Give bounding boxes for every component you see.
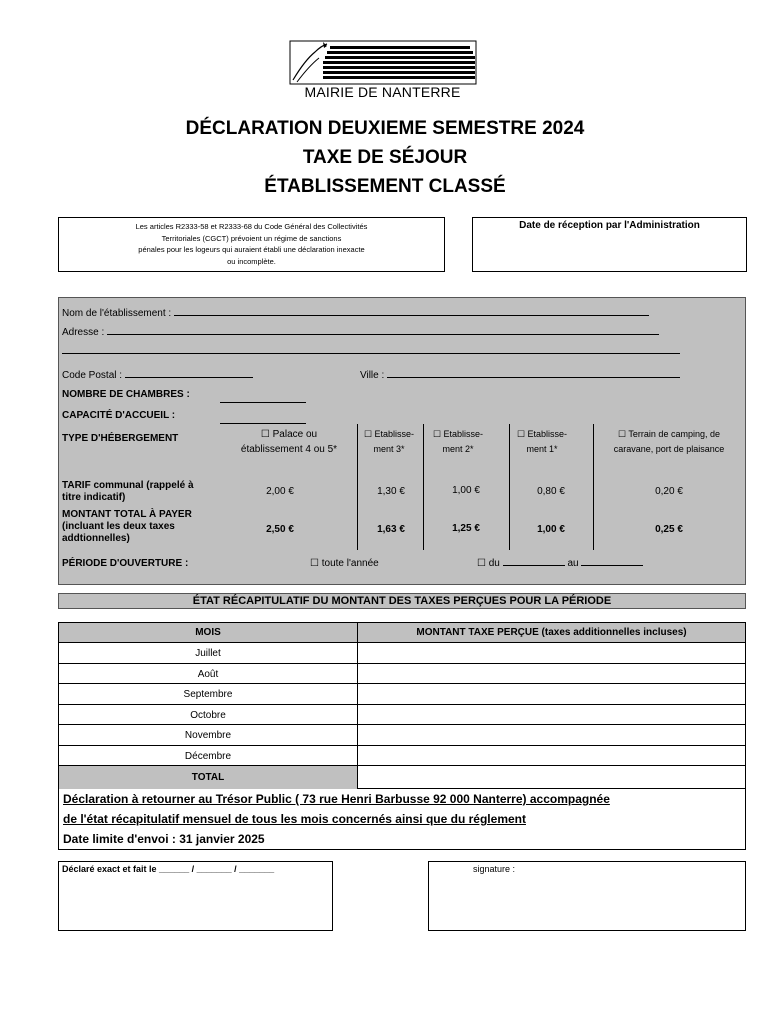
signature-box[interactable] <box>428 861 746 931</box>
address-label: Adresse : <box>62 327 105 338</box>
declaration-box[interactable] <box>58 861 333 931</box>
city-field[interactable] <box>360 370 680 381</box>
table-row[interactable] <box>59 684 745 705</box>
rooms-label: NOMBRE DE CHAMBRES : <box>62 389 190 400</box>
address-field[interactable] <box>62 327 659 338</box>
total-label-line: MONTANT TOTAL À PAYER <box>62 509 192 520</box>
period-all-year[interactable]: ☐ toute l'année <box>310 558 379 569</box>
type-option-2star[interactable] <box>426 427 490 457</box>
type-option-3star[interactable] <box>359 427 419 457</box>
recap-header: ÉTAT RÉCAPITULATIF DU MONTANT DES TAXES PERÇUES POUR LA PÉRIODE <box>58 593 746 609</box>
total-label-line: addtionnelles) <box>62 533 130 544</box>
type-label: TYPE D'HÉBERGEMENT <box>62 433 179 444</box>
city-line[interactable] <box>387 377 680 378</box>
name-field[interactable] <box>62 308 649 319</box>
return-line-2: de l'état récapitulatif mensuel de tous les mois concernés ainsi que du réglement <box>63 812 526 826</box>
name-label: Nom de l'établissement : <box>62 308 172 319</box>
total-label <box>62 509 192 545</box>
type-option-label: établissement 4 ou 5* <box>240 444 338 455</box>
tarif-label-line: titre indicatif) <box>62 492 126 503</box>
address-field-2[interactable] <box>62 346 680 357</box>
period-range[interactable] <box>477 558 643 569</box>
total-value: 1,25 € <box>452 523 480 534</box>
type-option-label: ment 2* <box>442 444 474 454</box>
period-to-line[interactable] <box>581 565 643 566</box>
tarif-value: 2,00 € <box>266 486 294 497</box>
tarif-label-line: TARIF communal (rappelé à <box>62 480 194 491</box>
signature-label: signature : <box>473 864 516 874</box>
table-row[interactable] <box>59 643 745 664</box>
month-cell: Septembre <box>183 689 233 700</box>
table-row[interactable] <box>59 725 745 746</box>
total-value: 1,63 € <box>377 524 405 535</box>
month-cell: Juillet <box>195 648 221 659</box>
tarif-value: 0,20 € <box>655 486 683 497</box>
address-line-2[interactable] <box>62 353 680 354</box>
table-column-divider <box>357 623 358 789</box>
total-cell: TOTAL <box>191 772 225 783</box>
deadline-line: Date limite d'envoi : 31 janvier 2025 <box>63 832 265 846</box>
tarif-label <box>62 480 194 504</box>
tarif-value: 1,00 € <box>452 485 480 496</box>
type-option-label: ☐ Palace ou <box>260 429 318 440</box>
type-option-label: ment 1* <box>526 444 558 454</box>
logo-text: MAIRIE DE NANTERRE <box>304 84 461 100</box>
capacity-line[interactable] <box>220 410 306 424</box>
type-option-palace[interactable] <box>225 427 353 457</box>
rooms-line[interactable] <box>220 389 306 403</box>
notice-line: Les articles R2333-58 et R2333-68 du Code Général des Collectivités <box>135 222 368 231</box>
period-label: PÉRIODE D'OUVERTURE : <box>62 558 189 569</box>
postal-label: Code Postal : <box>62 370 123 381</box>
column-divider <box>357 424 358 550</box>
type-option-label: caravane, port de plaisance <box>613 444 725 454</box>
period-from-label: ☐ du <box>477 558 500 569</box>
title-line-2: TAXE DE SÉJOUR <box>302 147 468 168</box>
type-option-label: ☐ Etablisse- <box>363 429 415 439</box>
col-amount-header: MONTANT TAXE PERÇUE (taxes additionnelles incluses) <box>358 623 745 643</box>
column-divider <box>423 424 424 550</box>
capacity-label: CAPACITÉ D'ACCUEIL : <box>62 410 176 421</box>
type-option-label: ☐ Terrain de camping, de <box>618 429 720 439</box>
reception-label: Date de réception par l'Administration <box>519 220 700 231</box>
month-cell: Août <box>197 668 219 680</box>
total-value: 1,00 € <box>537 524 565 535</box>
period-to-label: au <box>567 558 579 569</box>
month-cell: Octobre <box>190 709 226 721</box>
title-line-1: DÉCLARATION DEUXIEME SEMESTRE 2024 <box>185 118 585 139</box>
table-row[interactable] <box>59 746 745 767</box>
postal-line[interactable] <box>125 377 253 378</box>
tarif-value: 0,80 € <box>537 486 565 497</box>
name-line[interactable] <box>174 315 649 316</box>
notice-line: ou incomplète. <box>227 256 276 266</box>
total-label-line: (incluant les deux taxes <box>62 521 175 532</box>
type-option-label: ☐ Etablisse- <box>432 429 484 439</box>
column-divider <box>593 424 594 550</box>
month-cell: Novembre <box>184 730 232 741</box>
return-instructions-box <box>58 789 746 850</box>
total-row <box>59 766 357 789</box>
reception-date-box[interactable] <box>472 217 747 272</box>
notice-line: Territoriales (CGCT) prévoient un régime de sanctions <box>161 233 342 243</box>
total-value: 2,50 € <box>266 524 294 535</box>
monthly-table <box>58 622 746 789</box>
type-option-label: ☐ Etablisse- <box>516 429 568 439</box>
type-option-label: ment 3* <box>373 444 405 454</box>
city-label: Ville : <box>360 370 385 381</box>
legal-notice-box <box>58 217 445 272</box>
table-row[interactable] <box>59 664 745 685</box>
total-value: 0,25 € <box>655 524 683 535</box>
period-from-line[interactable] <box>503 565 565 566</box>
establishment-panel <box>58 297 746 585</box>
tarif-value: 1,30 € <box>377 486 405 497</box>
col-month-header: MOIS <box>59 623 357 643</box>
month-cell: Décembre <box>184 750 232 762</box>
type-option-1star[interactable] <box>510 427 574 457</box>
type-option-camping[interactable] <box>595 427 743 457</box>
title-line-3: ÉTABLISSEMENT CLASSÉ <box>264 176 506 197</box>
return-line-1: Déclaration à retourner au Trésor Public ( 73 rue Henri Barbusse 92 000 Nanterre) accompagnée <box>63 792 610 806</box>
notice-line: pénales pour les logeurs qui auraient établi une déclaration inexacte <box>138 245 365 254</box>
postal-field[interactable] <box>62 370 253 381</box>
address-line[interactable] <box>107 334 659 335</box>
declaration-label: Déclaré exact et fait le ______ / _______ / _______ <box>62 864 275 874</box>
table-row[interactable] <box>59 705 745 726</box>
